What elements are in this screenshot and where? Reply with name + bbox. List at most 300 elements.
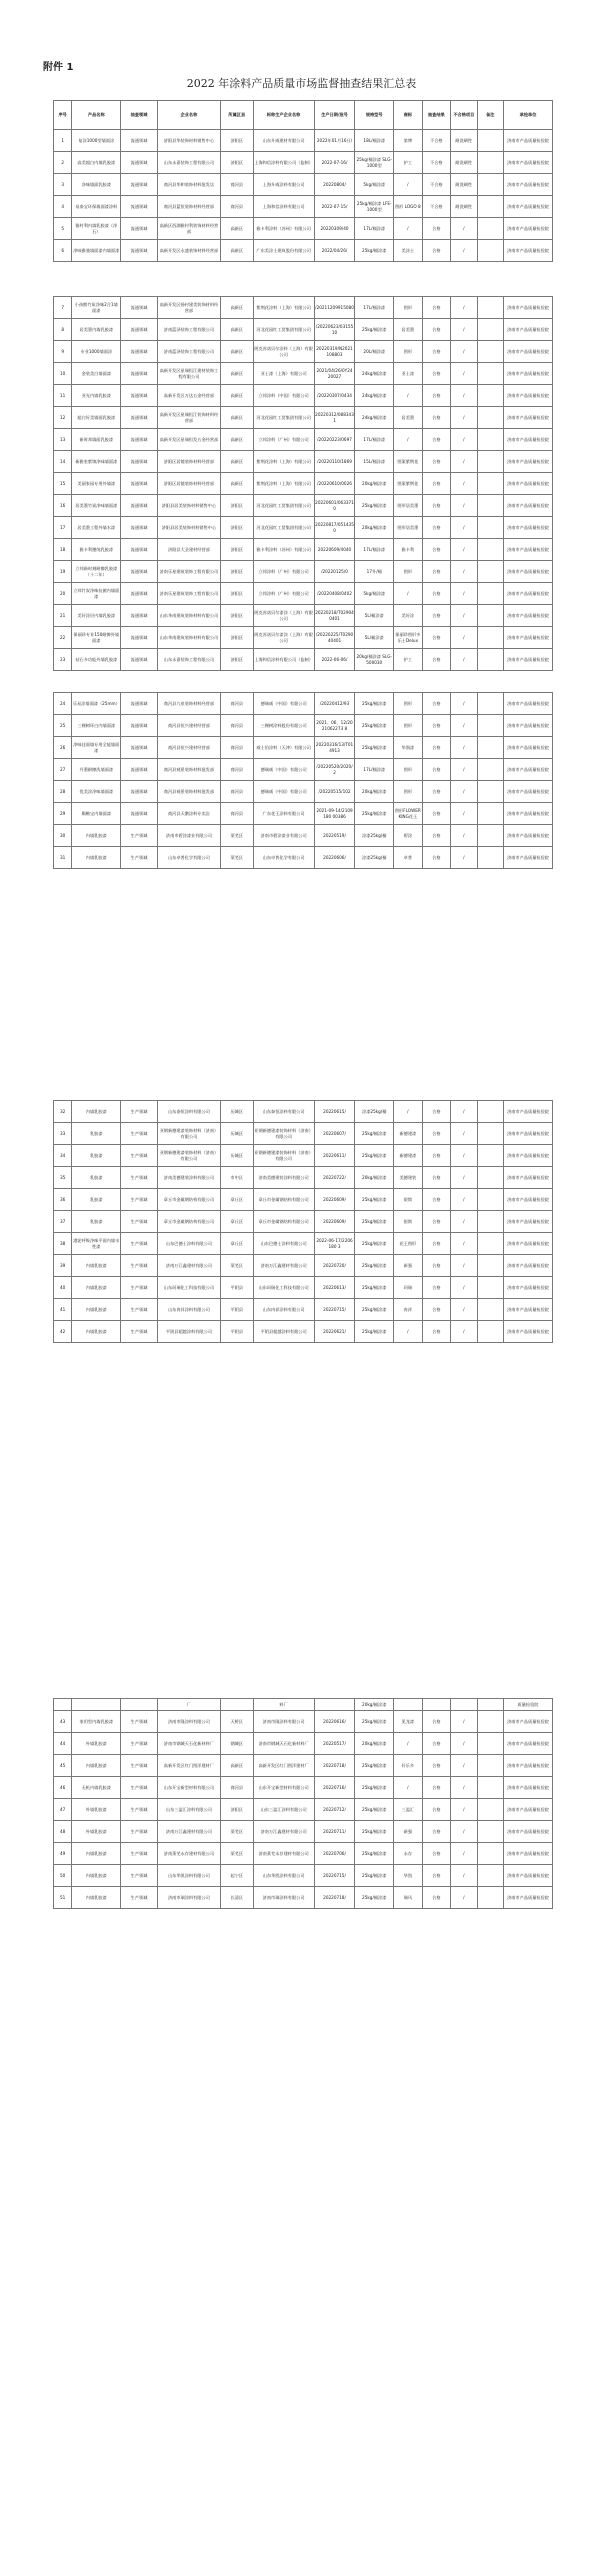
table-cell: 35: [54, 1167, 72, 1189]
table-cell: 高新开发区星瑞恒江装饰材料经营部: [157, 407, 220, 429]
table-cell: 合格: [422, 627, 451, 649]
table-cell: [477, 385, 503, 407]
table-cell: 济南市隆涂料有限公司: [253, 1711, 314, 1733]
table-row: [54, 407, 553, 429]
table-cell: 合格: [422, 451, 451, 473]
column-header: 抽查结果: [422, 101, 451, 130]
table-cell: 流通领域: [121, 759, 158, 781]
table-cell: 济南蓝泽装饰工程有限公司: [157, 341, 220, 363]
table-cell: /20220515/102: [314, 781, 355, 803]
table-cell: 济南市产品质量检验院: [504, 649, 553, 671]
table-cell: 生产领域: [121, 1821, 158, 1843]
table-cell: 山东永嘉装饰工程有限公司: [157, 649, 220, 671]
table-cell: 商河县: [220, 196, 253, 218]
table-cell: 济南市产品质量检验院: [504, 627, 553, 649]
table-cell: 济南市产品质量检验院: [504, 1277, 553, 1299]
table-cell: 新时邦墙面乳胶漆: [72, 429, 121, 451]
table-cell: 流通领域: [121, 130, 158, 152]
table-cell: 济南市产品质量检验院: [504, 363, 553, 385]
table-row: [54, 218, 553, 240]
table-cell: [477, 473, 503, 495]
table-cell: 图形FLOWER KING花王: [394, 803, 423, 825]
table-cell: 立邦涂料（广州）有限公司: [253, 583, 314, 605]
table-cell: [477, 649, 503, 671]
table-row: [54, 341, 553, 363]
table-cell: 济阳区居镜装饰材料经营部: [157, 451, 220, 473]
attachment-label: 附件 1: [43, 62, 74, 73]
table-cell: [477, 1887, 503, 1909]
table-cell: /: [451, 605, 477, 627]
table-cell: 内墙乳胶漆: [72, 1101, 121, 1123]
table-cell: 商河县: [220, 1777, 253, 1799]
table-cell: 24: [54, 693, 72, 715]
table-cell: 流通领域: [121, 385, 158, 407]
table-cell: [477, 1167, 503, 1189]
table-cell: 济阳县华装饰材料销售中心: [157, 130, 220, 152]
table-cell: 立邦竹炭净味抗菌内墙面漆: [72, 583, 121, 605]
table-cell: 20220309/40: [314, 218, 355, 240]
table-row: [54, 319, 553, 341]
table-cell: 济南市产品质量检验院: [504, 561, 553, 583]
table-cell: /20211209915080: [314, 297, 355, 319]
table-cell: 20kg/桶涂漆: [355, 781, 394, 803]
table-cell: 济南市产品质量检验院: [504, 174, 553, 196]
table-cell: /: [451, 1821, 477, 1843]
table-cell: 济南市瑞涂料有限公司: [157, 1887, 220, 1909]
table-row: [54, 1699, 553, 1711]
table-cell: /: [451, 1277, 477, 1299]
table-cell: 20220720/: [314, 1255, 355, 1277]
table-row: [54, 847, 553, 869]
table-cell: 20220607/: [314, 1123, 355, 1145]
table-cell: 20220621/: [314, 1321, 355, 1343]
table-cell: 24kg/桶涂漆: [355, 407, 394, 429]
table-cell: 生产领域: [121, 1865, 158, 1887]
table-cell: [477, 539, 503, 561]
table-cell: 紫荆花涂料（上海）有限公司: [253, 473, 314, 495]
table-cell: 流通领域: [121, 218, 158, 240]
table-row: [54, 1733, 553, 1755]
table-cell: /: [451, 627, 477, 649]
table-cell: 雅卡利德纯乳胶漆: [72, 539, 121, 561]
table-row: [54, 649, 553, 671]
table-cell: 25kg/桶涂漆: [355, 1821, 394, 1843]
table-cell: 流通领域: [121, 451, 158, 473]
table-cell: 17L/桶涂漆: [355, 218, 394, 240]
table-cell: 山东冉祥涂料有限公司: [253, 1299, 314, 1321]
table-cell: [54, 1699, 72, 1711]
table-cell: 流通领域: [121, 240, 158, 262]
table-cell: 2021/04/26/0Y2420027: [314, 363, 355, 385]
table-cell: /: [394, 1777, 423, 1799]
table-cell: 顺釉宝内墙面漆: [72, 803, 121, 825]
table-cell: 32: [54, 1101, 72, 1123]
table-cell: 济南市产品质量检验院: [504, 1711, 553, 1733]
table-cell: 商河县九泉装饰材料经营部: [157, 693, 220, 715]
table-cell: 流通领域: [121, 583, 158, 605]
table-cell: 合格: [422, 1321, 451, 1343]
table-cell: 生产领域: [121, 825, 158, 847]
table-cell: 20220609/: [314, 1211, 355, 1233]
table-cell: 商河县华和装饰材料批发店: [157, 174, 220, 196]
table-cell: 济南万江鑫建材有限公司: [157, 1255, 220, 1277]
table-cell: 1: [54, 130, 72, 152]
table-cell: 39: [54, 1255, 72, 1277]
table-cell: /20220307/0434: [314, 385, 355, 407]
table-cell: 亚钢新德建漆装饰材料（济南）有限公司: [253, 1123, 314, 1145]
table-cell: /: [451, 1755, 477, 1777]
table-row: [54, 495, 553, 517]
table-cell: 济南市产品质量检验院: [504, 495, 553, 517]
table-cell: /: [394, 1733, 423, 1755]
table-cell: 耐洗刷性: [451, 174, 477, 196]
table-cell: 生产领域: [121, 1277, 158, 1299]
table-cell: 高新开发区星瑞恒江建材装饰工程有限公司: [157, 363, 220, 385]
table-cell: /20220223/0697: [314, 429, 355, 451]
table-cell: 高新开发区扬村建美装饰材料经营部: [157, 297, 220, 319]
table-cell: 图形: [394, 693, 423, 715]
table-cell: 20kg/桶涂漆: [355, 1699, 394, 1711]
table-cell: 33: [54, 1123, 72, 1145]
table-cell: /: [451, 825, 477, 847]
table-cell: 济南市产品质量检验院: [504, 451, 553, 473]
table-cell: 8: [54, 319, 72, 341]
table-cell: 生产领域: [121, 847, 158, 869]
table-cell: 家用型内墙乳胶漆: [72, 1711, 121, 1733]
table-cell: 商河县观景装饰材料批发部: [157, 781, 220, 803]
table-cell: 合格: [422, 1843, 451, 1865]
table-row: [54, 803, 553, 825]
table-row: [54, 1843, 553, 1865]
table-cell: 超白好美墙面乳胶漆: [72, 407, 121, 429]
table-cell: 德瑞威（中国）有限公司: [253, 693, 314, 715]
table-cell: 合格: [422, 341, 451, 363]
table-cell: 9: [54, 341, 72, 363]
column-header: 标称生产企业名称: [253, 101, 314, 130]
table-row: [54, 737, 553, 759]
table-cell: 济南市产品质量检验院: [504, 152, 553, 174]
table-cell: 24kg/桶涂漆: [355, 385, 394, 407]
table-cell: 生产领域: [121, 1299, 158, 1321]
table-cell: 42: [54, 1321, 72, 1343]
table-cell: 护工: [394, 152, 423, 174]
table-cell: 阿克苏诺贝尔漆涂（上海）有限公司: [253, 627, 314, 649]
table-cell: 上海和信涂料有限公司（监制）: [253, 649, 314, 671]
table-cell: 流通领域: [121, 561, 158, 583]
table-cell: 商河县恒兴建材经营部: [157, 737, 220, 759]
table-cell: 济阳区: [220, 1799, 253, 1821]
table-cell: 亚光内墙乳胶漆: [72, 385, 121, 407]
table-cell: 济南市钢城天石化新材料厂: [253, 1733, 314, 1755]
table-cell: 花王图形: [394, 1233, 423, 1255]
table-cell: 居美墨: [394, 319, 423, 341]
table-cell: 图形: [394, 781, 423, 803]
table-cell: [477, 1299, 503, 1321]
table-cell: [477, 297, 503, 319]
table-cell: 美好涂: [394, 605, 423, 627]
table-cell: 2022-06-06/: [314, 649, 355, 671]
table-cell: 47: [54, 1799, 72, 1821]
table-cell: 2022年01月16日/: [314, 130, 355, 152]
table-cell: 章丘市金属钢结构有限公司: [157, 1189, 220, 1211]
table-cell: 居美墨内墙乳胶漆: [72, 319, 121, 341]
table-cell: 44: [54, 1733, 72, 1755]
table-cell: 高新区: [220, 473, 253, 495]
table-cell: 流通领域: [121, 196, 158, 218]
table-cell: 生产领域: [121, 1255, 158, 1277]
table-cell: [477, 847, 503, 869]
table-row: [54, 1145, 553, 1167]
table-cell: 广东美涂士建筑股份有限公司: [253, 240, 314, 262]
table-cell: 37: [54, 1211, 72, 1233]
table-cell: 2: [54, 152, 72, 174]
table-cell: /: [451, 218, 477, 240]
table-cell: 合格: [422, 693, 451, 715]
table-cell: /: [451, 1233, 477, 1255]
table-cell: 高新区: [220, 240, 253, 262]
table-cell: 合格: [422, 1711, 451, 1733]
table-cell: 高新区: [220, 319, 253, 341]
table-cell: 河北花园红工贸集团有限公司: [253, 517, 314, 539]
table-cell: 25kg/桶涂漆: [355, 1145, 394, 1167]
table-cell: /: [451, 1711, 477, 1733]
table-row: [54, 539, 553, 561]
table-cell: 流通领域: [121, 715, 158, 737]
table-cell: 20220609/4040: [314, 539, 355, 561]
table-cell: 合格: [422, 385, 451, 407]
table-cell: 合格: [422, 1211, 451, 1233]
table-cell: /: [451, 429, 477, 451]
table-cell: 17: [54, 517, 72, 539]
table-cell: 济阳区居镜装饰材料经营部: [157, 473, 220, 495]
table-cell: [422, 1699, 451, 1711]
table-cell: 天桥区: [220, 1711, 253, 1733]
table-row: [54, 473, 553, 495]
table-cell: /: [451, 240, 477, 262]
table-cell: /: [451, 319, 477, 341]
table-cell: [477, 1189, 503, 1211]
table-cell: 济南市产品质量检验院: [504, 319, 553, 341]
table-cell: 济南市产品质量检验院: [504, 1299, 553, 1321]
table-cell: 17升/桶: [355, 561, 394, 583]
table-cell: 济南市产品质量检验院: [504, 218, 553, 240]
table-cell: 耐洗刷性: [451, 130, 477, 152]
table-cell: 流通领域: [121, 407, 158, 429]
table-cell: 乳胶漆: [72, 1145, 121, 1167]
table-cell: 24kg/桶涂漆: [355, 363, 394, 385]
table-row: [54, 1277, 553, 1299]
table-cell: 山东泰恒涂料有限公司: [253, 1101, 314, 1123]
table-cell: 25kg/桶涂漆: [355, 1865, 394, 1887]
table-cell: 济南美德建装涂料有限公司: [157, 1167, 220, 1189]
table-cell: 生产领域: [121, 1101, 158, 1123]
table-cell: 河北花园红工贸集团有限公司: [253, 407, 314, 429]
table-cell: 生产领域: [121, 1777, 158, 1799]
table-cell: 山东珂瑞化工科技有限公司: [157, 1277, 220, 1299]
table-cell: 合格: [422, 759, 451, 781]
table-cell: 内墙乳胶漆: [72, 1321, 121, 1343]
table-cell: /: [451, 363, 477, 385]
table-cell: 平阴县: [220, 1321, 253, 1343]
table-cell: 25kg/桶涂漆: [355, 1799, 394, 1821]
table-cell: 高新开发区红门图洋建材厂: [157, 1755, 220, 1777]
table-cell: /20220225/T029040401: [314, 627, 355, 649]
table-cell: 美丽家园专用外墙漆: [72, 473, 121, 495]
table-cell: 厂: [157, 1699, 220, 1711]
table-cell: 25kg/桶涂漆: [355, 1233, 394, 1255]
table-cell: 20220715/: [314, 1865, 355, 1887]
table-cell: [477, 319, 503, 341]
table-cell: 合格: [422, 1233, 451, 1255]
table-row: [54, 297, 553, 319]
table-cell: 高新区: [220, 385, 253, 407]
table-row: [54, 1101, 553, 1123]
table-cell: 亚钢新德建漆装饰材料（济南）有限公司: [157, 1123, 220, 1145]
table-cell: 瑞风: [394, 1887, 423, 1909]
table-cell: 新德建漆: [394, 1123, 423, 1145]
table-row: [54, 1865, 553, 1887]
table-cell: 生产领域: [121, 1733, 158, 1755]
table-cell: /20220110/1869: [314, 451, 355, 473]
table-cell: 25kg/桶涂漆 LFE-1000型: [355, 196, 394, 218]
table-cell: 25kg/桶涂漆: [355, 1211, 394, 1233]
table-cell: 上海和信涂料有限公司: [253, 196, 314, 218]
table-cell: /20220610/0026: [314, 473, 355, 495]
table-cell: 济南市产品质量检验院: [504, 715, 553, 737]
table-cell: 图案紫荆花: [394, 451, 423, 473]
table-cell: 银简: [394, 1211, 423, 1233]
table-cell: 合格: [422, 825, 451, 847]
table-cell: 流通领域: [121, 737, 158, 759]
table-cell: 合格: [422, 473, 451, 495]
table-cell: 内墙乳胶漆: [72, 1843, 121, 1865]
table-cell: 济南蓝泽装饰工程有限公司: [157, 319, 220, 341]
table-cell: 生产领域: [121, 1887, 158, 1909]
table-cell: [477, 1699, 503, 1711]
table-cell: 莱芜区: [220, 1843, 253, 1865]
table-cell: 济南市产品质量检验院: [504, 130, 553, 152]
table-cell: /: [451, 341, 477, 363]
table-cell: 不合格: [422, 130, 451, 152]
table-cell: 高新区: [220, 363, 253, 385]
table-cell: /: [451, 1101, 477, 1123]
table-cell: 流通领域: [121, 803, 158, 825]
table-cell: 16: [54, 495, 72, 517]
table-cell: 见龙漆: [394, 1711, 423, 1733]
table-cell: 流通领域: [121, 627, 158, 649]
table-cell: 45: [54, 1755, 72, 1777]
table-cell: 山东永嘉装饰工程有限公司: [157, 152, 220, 174]
table-cell: 内墙乳胶漆: [72, 847, 121, 869]
table-cell: 流通领域: [121, 297, 158, 319]
table-cell: /: [394, 1101, 423, 1123]
table-cell: 济阳县居美装饰材料销售中心: [157, 495, 220, 517]
table-cell: 合格: [422, 297, 451, 319]
table-cell: 流通领域: [121, 363, 158, 385]
table-cell: /20220412/93: [314, 693, 355, 715]
table-cell: 高新开发区永盛装饰材料经营部: [157, 240, 220, 262]
table-cell: [477, 152, 503, 174]
table-cell: 20220615/: [314, 1101, 355, 1123]
table-cell: 4: [54, 196, 72, 218]
table-cell: 高新区: [220, 297, 253, 319]
table-cell: 乐易涂墙面漆（25mm）: [72, 693, 121, 715]
table-cell: 26: [54, 737, 72, 759]
table-cell: 20220601/0633710: [314, 495, 355, 517]
table-cell: 生产领域: [121, 1843, 158, 1865]
table-cell: 20220715/: [314, 1299, 355, 1321]
table-cell: 20220613/: [314, 1277, 355, 1299]
table-cell: 合格: [422, 495, 451, 517]
table-cell: 莱芜区: [220, 1255, 253, 1277]
table-cell: 美好涂层内墙乳胶漆: [72, 605, 121, 627]
table-cell: 外墙乳胶漆: [72, 1733, 121, 1755]
table-cell: 11: [54, 385, 72, 407]
column-header: 生产日期/批号: [314, 101, 355, 130]
table-cell: 内墙乳胶漆: [72, 825, 121, 847]
column-header: 产品名称: [72, 101, 121, 130]
table-cell: 25kg/桶涂漆: [355, 1255, 394, 1277]
table-cell: 41: [54, 1299, 72, 1321]
table-cell: [477, 517, 503, 539]
table-cell: 居美墨竹炭净味墙面漆: [72, 495, 121, 517]
table-cell: 济南市隆涂料有限公司: [157, 1711, 220, 1733]
table-cell: 流通领域: [121, 495, 158, 517]
table-cell: 20: [54, 583, 72, 605]
table-cell: 12: [54, 407, 72, 429]
table-cell: 25kg/桶涂漆: [355, 319, 394, 341]
table-cell: 14: [54, 451, 72, 473]
column-header: 规格型号: [355, 101, 394, 130]
table-row: [54, 363, 553, 385]
table-cell: 50: [54, 1865, 72, 1887]
table-row: [54, 759, 553, 781]
table-cell: 高新区: [220, 1755, 253, 1777]
table-cell: 第博: [394, 130, 423, 152]
table-cell: 济阳区: [220, 517, 253, 539]
table-cell: 商河县: [220, 693, 253, 715]
table-cell: 章丘市金属钢结构有限公司: [157, 1211, 220, 1233]
table-cell: /: [451, 407, 477, 429]
table-cell: 济南市产品质量检验院: [504, 605, 553, 627]
table-cell: 济南市产品质量检验院: [504, 1255, 553, 1277]
table-cell: 高新区西湖雅村利装饰材料经营部: [157, 218, 220, 240]
table-cell: 乳胶漆: [72, 1167, 121, 1189]
table-cell: [477, 781, 503, 803]
table-cell: /: [451, 451, 477, 473]
table-row: [54, 1123, 553, 1145]
table-cell: 山东冉祥涂料有限公司: [157, 1299, 220, 1321]
table-cell: 莱芜区: [220, 825, 253, 847]
table-cell: 29: [54, 803, 72, 825]
table-row: [54, 693, 553, 715]
table-cell: 济南市产品质量检验院: [504, 1777, 553, 1799]
table-cell: [477, 1865, 503, 1887]
table-cell: 商河县蓝恒装饰材料经营部: [157, 196, 220, 218]
table-cell: [477, 1233, 503, 1255]
table-cell: [477, 1277, 503, 1299]
table-row: [54, 1821, 553, 1843]
table-cell: 外墙乳胶漆: [72, 1821, 121, 1843]
results-table: [53, 100, 553, 262]
table-cell: 济南市产品质量检验院: [504, 1821, 553, 1843]
table-cell: 上海和信涂料有限公司（监制）: [253, 152, 314, 174]
table-cell: 济南莱芜永存建材有限公司: [253, 1843, 314, 1865]
table-cell: 5L/桶涂漆: [355, 605, 394, 627]
table-cell: 25kg/桶涂漆: [355, 1777, 394, 1799]
table-row: [54, 130, 553, 152]
table-cell: 山东开宝新型材料有限公司: [253, 1777, 314, 1799]
